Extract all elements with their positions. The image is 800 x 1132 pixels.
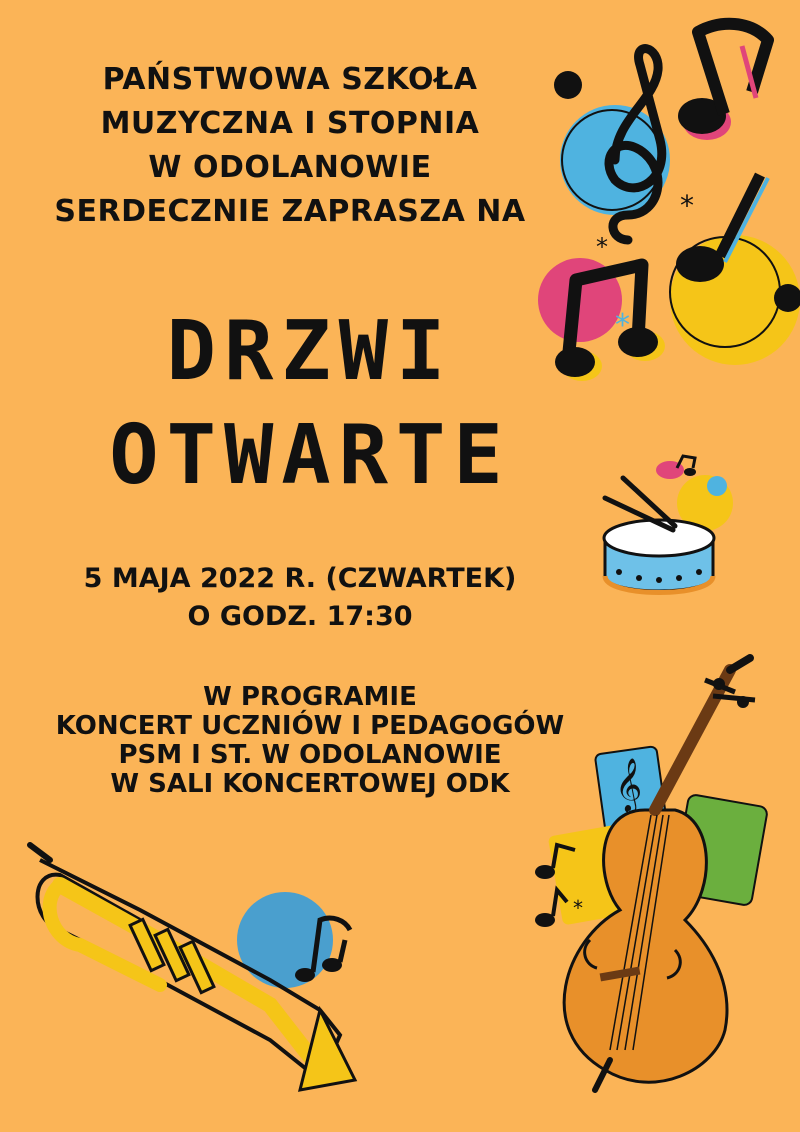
event-title	[30, 300, 590, 508]
header-line-1: PAŃSTWOWA SZKOŁA	[102, 62, 478, 97]
drum-icon	[595, 448, 740, 603]
svg-text:*: *	[573, 896, 583, 920]
event-datetime	[30, 560, 570, 636]
event-date: 5 MAJA 2022 R. (CZWARTEK)	[83, 563, 517, 594]
header-line-3: W ODOLANOWIE	[148, 150, 432, 185]
program-line-4: W SALI KONCERTOWEJ ODK	[110, 769, 510, 799]
program-line-2: KONCERT UCZNIÓW I PEDAGOGÓW	[55, 711, 565, 741]
title-line-2: OTWARTE	[109, 408, 511, 503]
title-line-1: DRZWI	[166, 304, 454, 399]
svg-text:*: *	[596, 233, 608, 261]
music-notes-icon	[520, 10, 800, 400]
program-line-1: W PROGRAMIE	[203, 682, 417, 712]
header-line-2: MUZYCZNA I STOPNIA	[100, 106, 480, 141]
svg-text:*: *	[680, 189, 694, 222]
school-header	[30, 58, 550, 234]
trumpet-icon	[20, 830, 380, 1110]
svg-text:*: *	[615, 308, 630, 343]
cello-icon	[505, 650, 795, 1110]
event-time: O GODZ. 17:30	[187, 601, 413, 632]
svg-text:𝄞: 𝄞	[615, 757, 643, 811]
program-line-3: PSM I ST. W ODOLANOWIE	[118, 740, 502, 770]
header-line-4: SERDECZNIE ZAPRASZA NA	[54, 194, 526, 229]
